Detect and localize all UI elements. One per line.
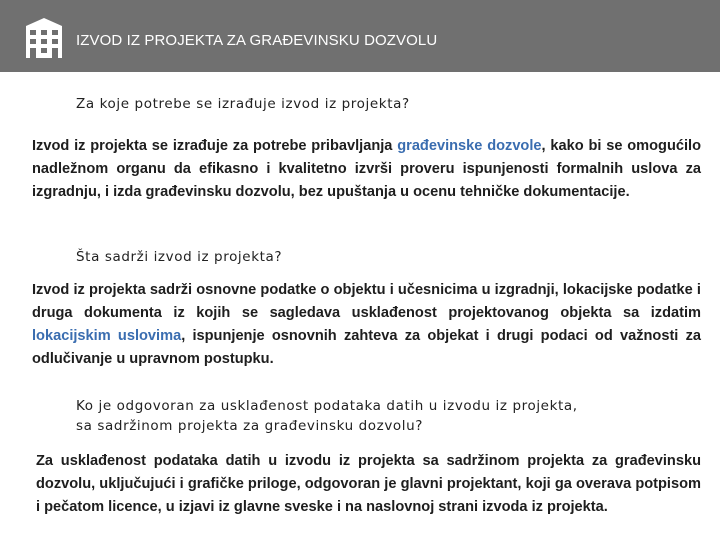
answer-2-text-start: Izvod iz projekta sadrži osnovne podatke o objektu i učesnicima u izgradnji, lokacijske podatke i druga dokumenta iz kojih se sagledava usklađenost projektovanog objekta sa izdatim	[32, 282, 701, 321]
question-3-line-1: Ko je odgovoran za usklađenost podataka datih u izvodu iz projekta,	[76, 398, 578, 414]
question-1: Za koje potrebe se izrađuje izvod iz projekta?	[76, 96, 410, 112]
answer-2-text-end: , ispunjenje osnovnih zahteva za objekat i drugi podaci od važnosti za odlučivanje u upravnom postupku.	[32, 328, 701, 367]
header-bar	[0, 0, 720, 72]
answer-2	[32, 279, 701, 371]
answer-1	[32, 135, 701, 204]
lokacijskim-uslovima-link[interactable]: lokacijskim uslovima	[32, 328, 182, 344]
question-3-line-2: sa sadržinom projekta za građevinsku dozvolu?	[76, 418, 424, 434]
gradjevinske-dozvole-link[interactable]: građevinske dozvole	[397, 138, 542, 154]
building-logo-icon	[24, 18, 64, 60]
question-3	[76, 396, 578, 436]
page-title: IZVOD IZ PROJEKTA ZA GRAĐEVINSKU DOZVOLU	[76, 32, 438, 49]
answer-1-text-end: , kako bi se omogućilo nadležnom organu da efikasno i kvalitetno izvrši proveru ispunjenosti formalnih uslova za izgradnju, i izda građevinsku dozvolu, bez upuštanja u ocenu tehničke dokumentacije.	[32, 138, 702, 200]
answer-3: Za usklađenost podataka datih u izvodu iz projekta sa sadržinom projekta za građevinsku dozvolu, uključujući i grafičke priloge, odgovoran je glavni projektant, koji ga overava potpisom i pečatom licence, u izjavi iz glavne sveske i na naslovnoj strani izvoda iz projekta.	[36, 453, 701, 515]
question-2: Šta sadrži izvod iz projekta?	[76, 249, 283, 265]
answer-1-text-start: Izvod iz projekta se izrađuje za potrebe pribavljanja	[32, 138, 398, 154]
